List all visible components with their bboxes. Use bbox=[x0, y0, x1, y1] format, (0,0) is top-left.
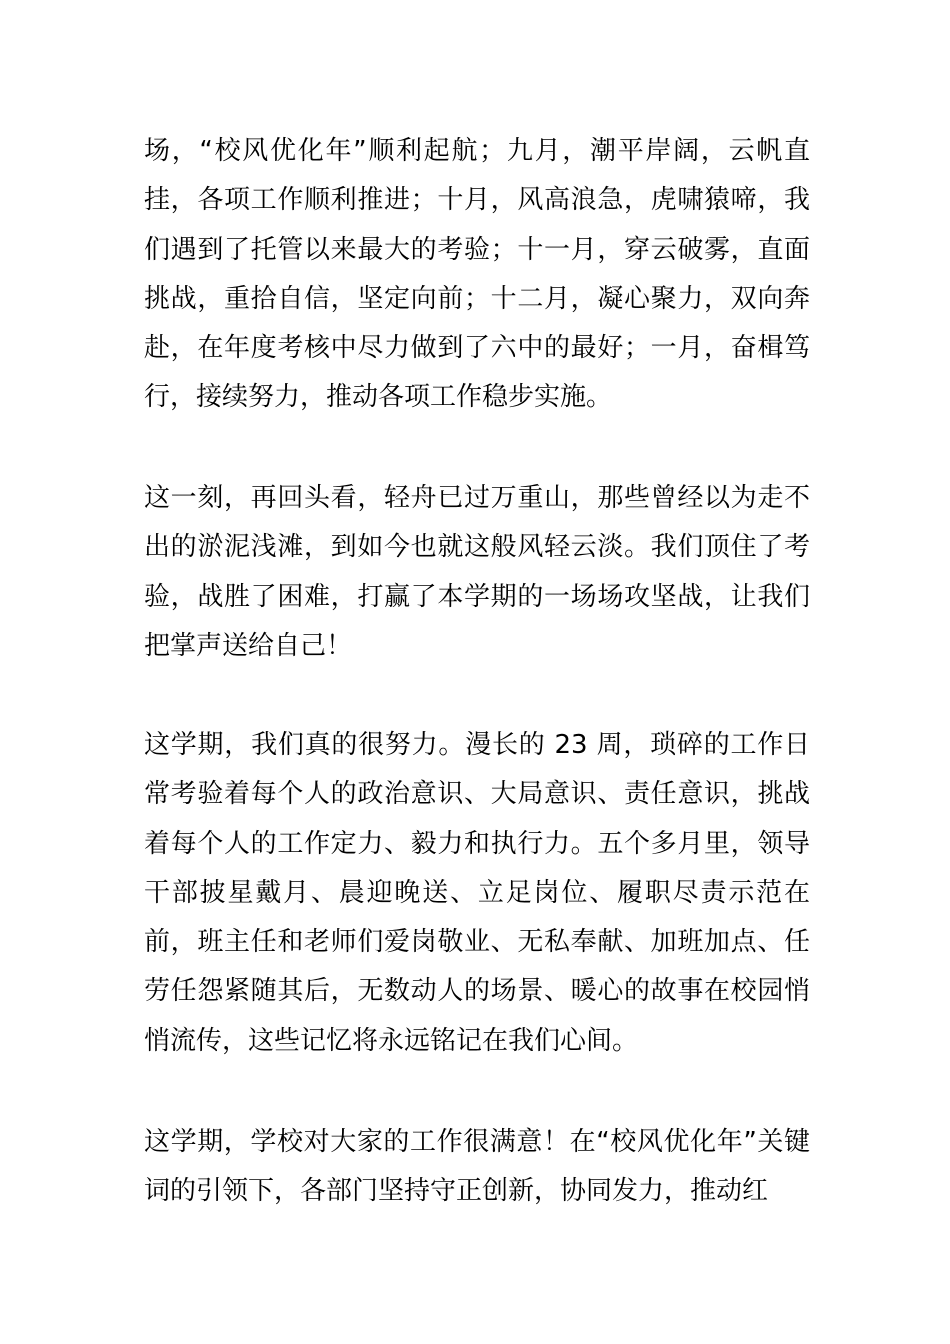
paragraph-1: 场，“校风优化年”顺利起航；九月，潮平岸阔，云帆直挂，各项工作顺利推进；十月，风高浪急，虎啸猿啼，我们遇到了托管以来最大的考验；十一月，穿云破雾，直面挑战，重拾自信，坚定向前；十二月，凝心聚力，双向奔赴，在年度考核中尽力做到了六中的最好；一月，奋楫笃行，接续努力，推动各项工作稳步实施。 bbox=[144, 136, 810, 413]
paragraph-3: 这学期，我们真的很努力。漫长的 23 周，琐碎的工作日常考验着每个人的政治意识、大局意识、责任意识，挑战着每个人的工作定力、毅力和执行力。五个多月里，领导干部披星戴月、晨迎晚送、立足岗位、履职尽责示范在前，班主任和老师们爱岗敬业、无私奉献、加班加点、任劳任怨紧随其后，无数动人的场景、暖心的故事在校园悄悄流传，这些记忆将永远铭记在我们心间。 bbox=[144, 730, 810, 1056]
paragraph-2: 这一刻，再回头看，轻舟已过万重山，那些曾经以为走不出的淤泥浅滩，到如今也就这般风轻云淡。我们顶住了考验，战胜了困难，打赢了本学期的一场场攻坚战，让我们把掌声送给自己！ bbox=[144, 483, 810, 661]
paragraph-4: 这学期，学校对大家的工作很满意！在“校风优化年”关键词的引领下，各部门坚持守正创新，协同发力，推动红 bbox=[144, 1127, 810, 1207]
